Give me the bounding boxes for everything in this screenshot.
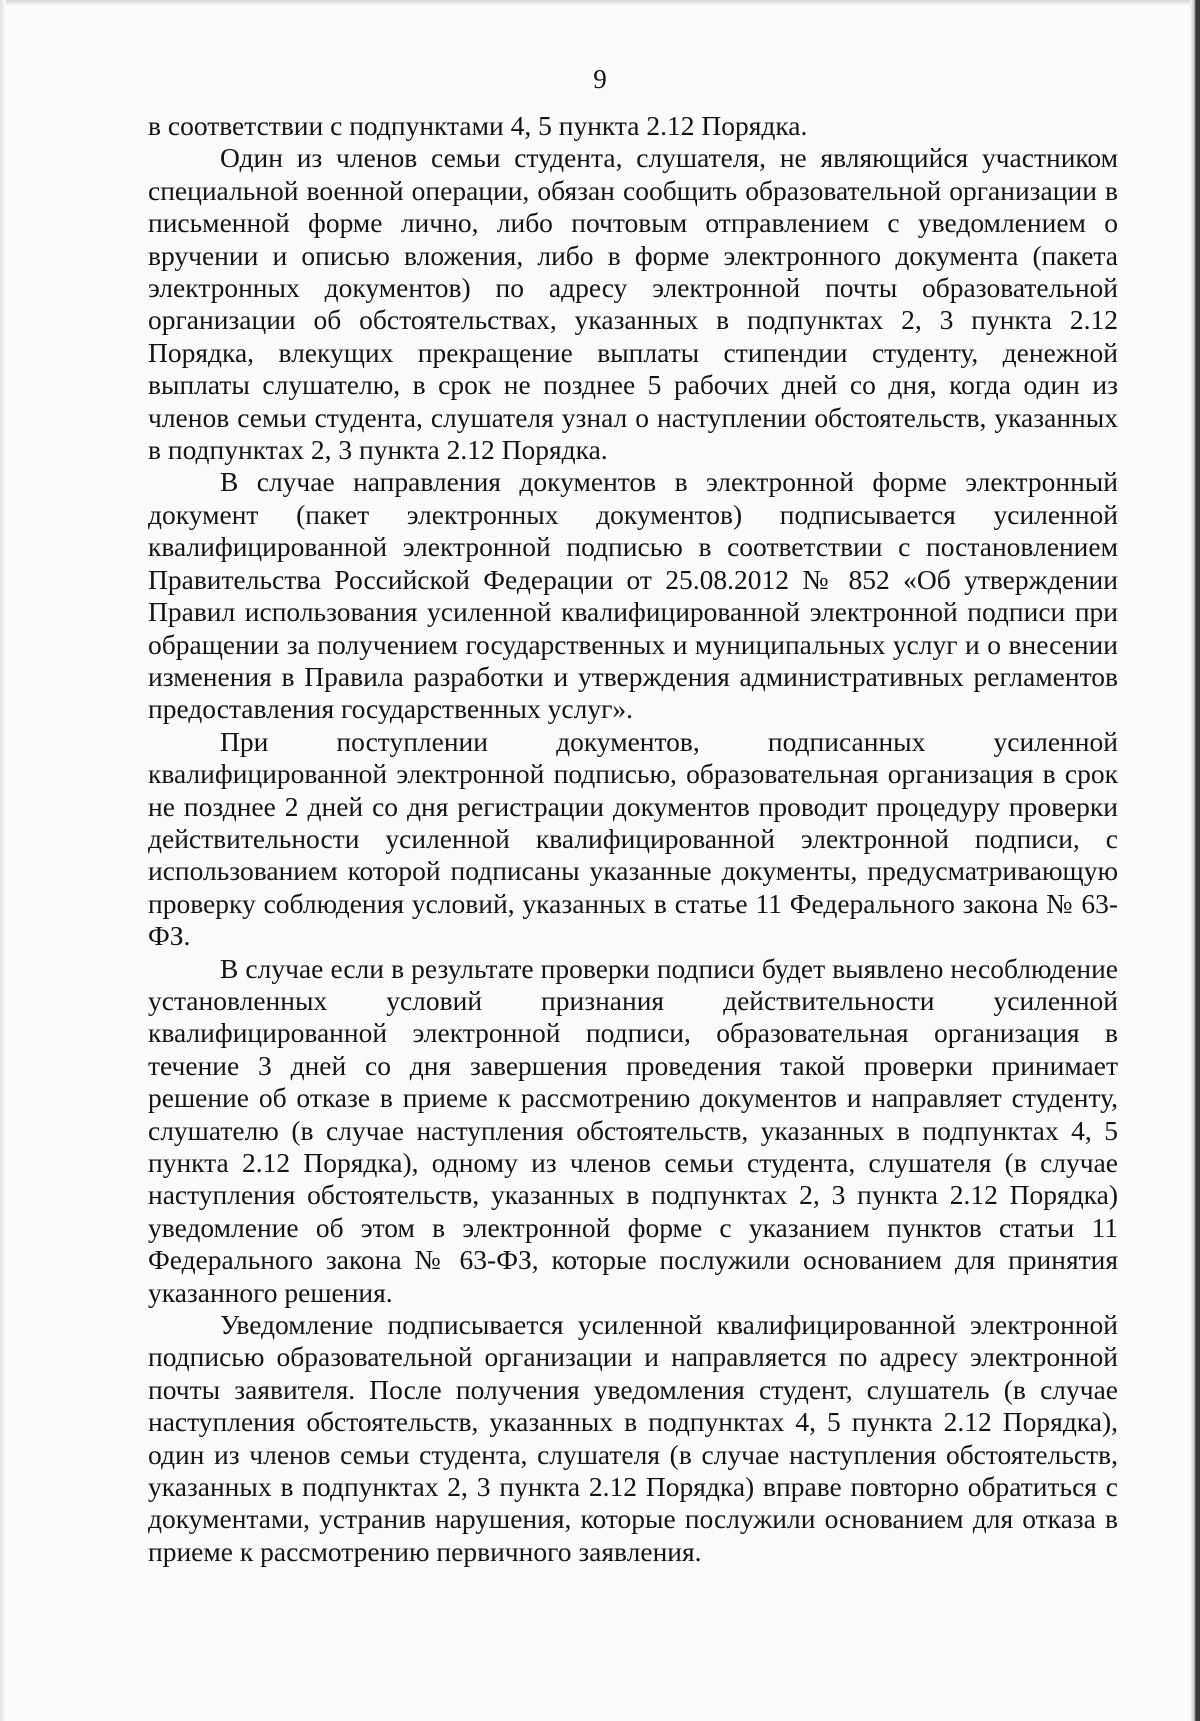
paragraph-family-member-obligation: Один из членов семьи студента, слушателя, не являющийся участником специальной военной операции, обязан сообщить образовательной организации в письменной форме лично, либо почтовым отправлением с уведомлением о вручении и описью вложения, либо в форме электронного документа (пакета электронных документов) по адресу электронной почты образовательной организации об обстоятельствах, указанных в подпунктах 2, 3 пункта 2.12 Порядка, влекущих прекращение выплаты стипендии студенту, денежной выплаты слушателю, в срок не позднее 5 рабочих дней со дня, когда один из членов семьи студента, слушателя узнал о наступлении обстоятельств, указанных в подпунктах 2, 3 пункта 2.12 Порядка. — [148, 142, 1118, 466]
page-number: 9 — [593, 64, 607, 94]
paragraph-signature-verification: При поступлении документов, подписанных усиленной квалифицированной электронной подписью, образовательная организация в срок не позднее 2 дней со дня регистрации документов проводит процедуру проверки действительности усиленной квалифицированной электронной подписи, с использованием которой подписаны указанные документы, предусматривающую проверку соблюдения условий, указанных в статье 11 Федерального закона № 63-ФЗ. — [148, 725, 1118, 952]
paragraph-refusal-decision: В случае если в результате проверки подписи будет выявлено несоблюдение установленных условий признания действительности усиленной квалифицированной электронной подписи, образовательная организация в течение 3 дней со дня завершения проведения такой проверки принимает решение об отказе в приеме к рассмотрению документов и направляет студенту, слушателю (в случае наступления обстоятельств, указанных в подпунктах 4, 5 пункта 2.12 Порядка), одному из членов семьи студента, слушателя (в случае наступления обстоятельств, указанных в подпунктах 2, 3 пункта 2.12 Порядка) уведомление об этом в электронной форме с указанием пунктов статьи 11 Федерального закона № 63-ФЗ, которые послужили основанием для принятия указанного решения. — [148, 952, 1118, 1308]
paragraph-electronic-signature: В случае направления документов в электронной форме электронный документ (пакет электронных документов) подписывается усиленной квалифицированной электронной подписью в соответствии с постановлением Правительства Российской Федерации от 25.08.2012 № 852 «Об утверждении Правил использования усиленной квалифицированной электронной подписи при обращении за получением государственных и муниципальных услуг и о внесении изменения в Правила разработки и утверждения административных регламентов предоставления государственных услуг». — [148, 466, 1118, 725]
paragraph-continuation: в соответствии с подпунктами 4, 5 пункта 2.12 Порядка. — [148, 110, 808, 141]
scan-edge-right — [1190, 0, 1200, 1721]
paragraph-notification: Уведомление подписывается усиленной квалифицированной электронной подписью образовательной организации и направляется по адресу электронной почты заявителя. После получения уведомления студент, слушатель (в случае наступления обстоятельств, указанных в подпунктах 4, 5 пункта 2.12 Порядка), один из членов семьи студента, слушателя (в случае наступления обстоятельств, указанных в подпунктах 2, 3 пункта 2.12 Порядка) вправе повторно обратиться с документами, устранив нарушения, которые послужили основанием для отказа в приеме к рассмотрению первичного заявления. — [148, 1309, 1118, 1567]
scan-edge-top — [0, 0, 1200, 6]
document-body — [148, 110, 1118, 1568]
scan-edge-left — [0, 0, 6, 1721]
